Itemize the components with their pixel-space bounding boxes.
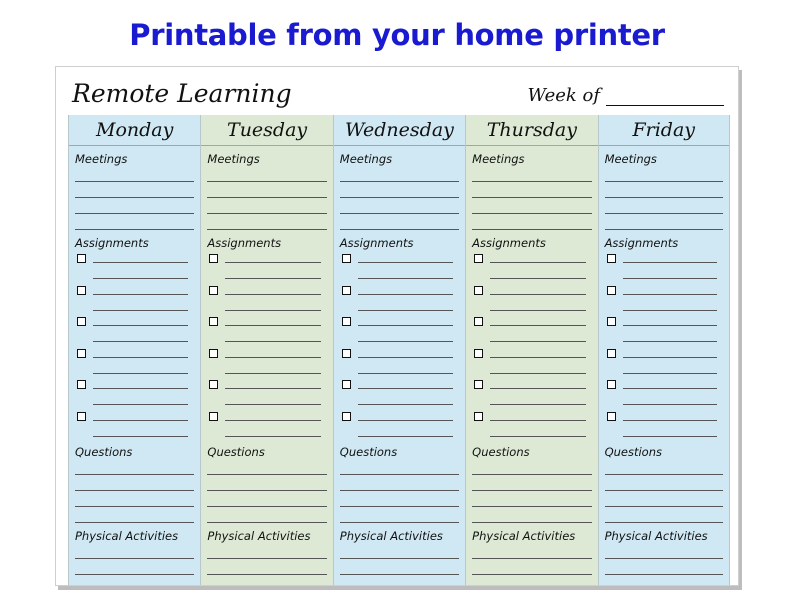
writing-line[interactable] xyxy=(340,559,459,575)
writing-line[interactable] xyxy=(623,325,717,326)
writing-line[interactable] xyxy=(93,388,188,389)
writing-line[interactable] xyxy=(358,262,453,263)
checkbox-icon[interactable] xyxy=(342,286,351,295)
assignment-item xyxy=(605,408,723,440)
writing-line[interactable] xyxy=(623,294,717,295)
writing-line[interactable] xyxy=(490,373,585,374)
writing-line[interactable] xyxy=(207,559,326,575)
checkbox-icon[interactable] xyxy=(342,412,351,421)
writing-line[interactable] xyxy=(623,420,717,421)
questions-label: Questions xyxy=(472,445,530,459)
checkbox-icon[interactable] xyxy=(209,317,218,326)
checkbox-icon[interactable] xyxy=(607,286,616,295)
assignment-item xyxy=(605,345,723,377)
planner-sheet xyxy=(55,66,739,586)
writing-line[interactable] xyxy=(93,278,188,279)
writing-line[interactable] xyxy=(75,214,194,230)
writing-line[interactable] xyxy=(623,388,717,389)
checkbox-icon[interactable] xyxy=(77,380,86,389)
checkbox-icon[interactable] xyxy=(342,380,351,389)
assignment-item xyxy=(340,376,459,408)
writing-line[interactable] xyxy=(472,166,591,182)
writing-line[interactable] xyxy=(490,436,585,437)
writing-line[interactable] xyxy=(207,543,326,559)
writing-line[interactable] xyxy=(605,214,723,230)
physical-label: Physical Activities xyxy=(75,529,179,543)
writing-line[interactable] xyxy=(340,543,459,559)
writing-line[interactable] xyxy=(623,310,717,311)
writing-line[interactable] xyxy=(75,166,194,182)
writing-line[interactable] xyxy=(490,294,585,295)
assignments-section xyxy=(599,236,729,439)
writing-line[interactable] xyxy=(472,559,591,575)
writing-line[interactable] xyxy=(75,575,194,586)
checkbox-icon[interactable] xyxy=(474,317,483,326)
writing-line[interactable] xyxy=(340,166,459,182)
writing-line[interactable] xyxy=(225,420,320,421)
physical-section xyxy=(201,529,332,586)
assignments-section xyxy=(201,236,332,439)
day-columns xyxy=(68,115,730,586)
writing-line[interactable] xyxy=(93,341,188,342)
checkbox-icon[interactable] xyxy=(77,317,86,326)
writing-line[interactable] xyxy=(358,388,453,389)
writing-line[interactable] xyxy=(472,491,591,507)
writing-line[interactable] xyxy=(605,475,723,491)
day-column-thursday xyxy=(465,115,597,586)
writing-line[interactable] xyxy=(623,404,717,405)
meetings-section xyxy=(599,152,729,230)
assignment-item xyxy=(472,282,591,314)
assignment-item xyxy=(207,282,326,314)
writing-line[interactable] xyxy=(225,310,320,311)
checkbox-icon[interactable] xyxy=(607,412,616,421)
checkbox-icon[interactable] xyxy=(474,380,483,389)
writing-line[interactable] xyxy=(225,388,320,389)
writing-line[interactable] xyxy=(93,404,188,405)
questions-section xyxy=(466,445,597,523)
week-of-blank xyxy=(606,89,724,106)
writing-line[interactable] xyxy=(340,198,459,214)
assignments-section xyxy=(334,236,465,439)
questions-section xyxy=(599,445,729,523)
assignment-item xyxy=(207,313,326,345)
writing-line[interactable] xyxy=(605,198,723,214)
writing-line[interactable] xyxy=(93,357,188,358)
writing-line[interactable] xyxy=(472,507,591,523)
writing-line[interactable] xyxy=(472,459,591,475)
writing-line[interactable] xyxy=(93,373,188,374)
day-heading: Thursday xyxy=(466,115,597,146)
writing-line[interactable] xyxy=(207,166,326,182)
writing-line[interactable] xyxy=(340,475,459,491)
writing-line[interactable] xyxy=(490,341,585,342)
writing-line[interactable] xyxy=(623,357,717,358)
writing-line[interactable] xyxy=(207,214,326,230)
assignment-item xyxy=(340,408,459,440)
writing-line[interactable] xyxy=(340,182,459,198)
checkbox-icon[interactable] xyxy=(77,254,86,263)
writing-line[interactable] xyxy=(358,357,453,358)
writing-line[interactable] xyxy=(605,543,723,559)
physical-label: Physical Activities xyxy=(207,529,311,543)
writing-line[interactable] xyxy=(490,388,585,389)
checkbox-icon[interactable] xyxy=(77,349,86,358)
writing-line[interactable] xyxy=(605,507,723,523)
assignment-item xyxy=(340,345,459,377)
writing-line[interactable] xyxy=(605,575,723,586)
questions-label: Questions xyxy=(604,445,662,459)
writing-line[interactable] xyxy=(207,182,326,198)
checkbox-icon[interactable] xyxy=(607,349,616,358)
writing-line[interactable] xyxy=(490,357,585,358)
writing-line[interactable] xyxy=(225,262,320,263)
assignment-item xyxy=(75,408,194,440)
writing-line[interactable] xyxy=(75,507,194,523)
writing-line[interactable] xyxy=(490,278,585,279)
assignment-item xyxy=(340,313,459,345)
day-heading: Tuesday xyxy=(201,115,332,146)
assignment-item xyxy=(472,313,591,345)
physical-section xyxy=(334,529,465,586)
writing-line[interactable] xyxy=(93,294,188,295)
writing-line[interactable] xyxy=(472,575,591,586)
assignment-item xyxy=(75,250,194,282)
meetings-section xyxy=(201,152,332,230)
writing-line[interactable] xyxy=(207,575,326,586)
writing-line[interactable] xyxy=(207,507,326,523)
meetings-label: Meetings xyxy=(339,152,393,166)
writing-line[interactable] xyxy=(623,278,717,279)
week-of-label: Week of xyxy=(527,85,600,106)
assignment-item xyxy=(472,250,591,282)
writing-line[interactable] xyxy=(225,294,320,295)
writing-line[interactable] xyxy=(490,404,585,405)
writing-line[interactable] xyxy=(75,559,194,575)
writing-line[interactable] xyxy=(472,182,591,198)
writing-line[interactable] xyxy=(605,491,723,507)
day-column-tuesday xyxy=(200,115,332,586)
physical-label: Physical Activities xyxy=(604,529,708,543)
writing-line[interactable] xyxy=(75,459,194,475)
meetings-section xyxy=(466,152,597,230)
writing-line[interactable] xyxy=(225,373,320,374)
writing-line[interactable] xyxy=(340,459,459,475)
assignment-item xyxy=(605,376,723,408)
writing-line[interactable] xyxy=(623,262,717,263)
writing-line[interactable] xyxy=(623,436,717,437)
assignment-item xyxy=(207,250,326,282)
writing-line[interactable] xyxy=(93,436,188,437)
questions-label: Questions xyxy=(75,445,133,459)
meetings-label: Meetings xyxy=(75,152,128,166)
checkbox-icon[interactable] xyxy=(342,254,351,263)
checkbox-icon[interactable] xyxy=(342,317,351,326)
physical-section xyxy=(466,529,597,586)
physical-label: Physical Activities xyxy=(472,529,576,543)
writing-line[interactable] xyxy=(75,543,194,559)
writing-line[interactable] xyxy=(358,420,453,421)
assignments-label: Assignments xyxy=(604,236,679,250)
day-column-monday xyxy=(68,115,200,586)
assignments-label: Assignments xyxy=(75,236,149,250)
writing-line[interactable] xyxy=(225,436,320,437)
questions-section xyxy=(201,445,332,523)
meetings-section xyxy=(69,152,200,230)
writing-line[interactable] xyxy=(490,325,585,326)
writing-line[interactable] xyxy=(225,325,320,326)
checkbox-icon[interactable] xyxy=(474,349,483,358)
assignment-item xyxy=(75,282,194,314)
checkbox-icon[interactable] xyxy=(209,286,218,295)
day-column-wednesday xyxy=(333,115,465,586)
day-heading: Monday xyxy=(69,115,200,146)
assignment-item xyxy=(472,345,591,377)
assignments-section xyxy=(69,236,200,439)
writing-line[interactable] xyxy=(340,491,459,507)
banner-heading: Printable from your home printer xyxy=(129,18,665,52)
assignments-label: Assignments xyxy=(339,236,414,250)
assignment-item xyxy=(472,408,591,440)
physical-label: Physical Activities xyxy=(339,529,443,543)
assignment-item xyxy=(75,376,194,408)
assignment-item xyxy=(207,408,326,440)
writing-line[interactable] xyxy=(93,262,188,263)
checkbox-icon[interactable] xyxy=(77,412,86,421)
questions-section xyxy=(334,445,465,523)
assignment-item xyxy=(340,282,459,314)
writing-line[interactable] xyxy=(75,198,194,214)
writing-line[interactable] xyxy=(225,357,320,358)
questions-label: Questions xyxy=(339,445,398,459)
assignment-item xyxy=(605,250,723,282)
writing-line[interactable] xyxy=(358,404,453,405)
assignment-item xyxy=(207,376,326,408)
writing-line[interactable] xyxy=(75,491,194,507)
writing-line[interactable] xyxy=(605,182,723,198)
day-column-friday xyxy=(598,115,730,586)
writing-line[interactable] xyxy=(472,214,591,230)
writing-line[interactable] xyxy=(490,310,585,311)
writing-line[interactable] xyxy=(93,420,188,421)
checkbox-icon[interactable] xyxy=(209,412,218,421)
assignment-item xyxy=(75,345,194,377)
assignment-item xyxy=(605,282,723,314)
questions-section xyxy=(69,445,200,523)
assignments-label: Assignments xyxy=(207,236,282,250)
meetings-label: Meetings xyxy=(604,152,657,166)
writing-line[interactable] xyxy=(340,575,459,586)
day-heading: Friday xyxy=(599,115,729,146)
meetings-section xyxy=(334,152,465,230)
writing-line[interactable] xyxy=(93,325,188,326)
writing-line[interactable] xyxy=(623,373,717,374)
checkbox-icon[interactable] xyxy=(607,380,616,389)
checkbox-icon[interactable] xyxy=(474,254,483,263)
writing-line[interactable] xyxy=(207,491,326,507)
assignment-item xyxy=(340,250,459,282)
writing-line[interactable] xyxy=(623,341,717,342)
day-heading: Wednesday xyxy=(334,115,465,146)
assignment-item xyxy=(207,345,326,377)
writing-line[interactable] xyxy=(472,198,591,214)
assignments-label: Assignments xyxy=(472,236,546,250)
assignment-item xyxy=(605,313,723,345)
writing-line[interactable] xyxy=(605,559,723,575)
writing-line[interactable] xyxy=(93,310,188,311)
writing-line[interactable] xyxy=(207,459,326,475)
writing-line[interactable] xyxy=(358,294,453,295)
writing-line[interactable] xyxy=(490,262,585,263)
writing-line[interactable] xyxy=(225,341,320,342)
physical-section xyxy=(599,529,729,586)
checkbox-icon[interactable] xyxy=(209,380,218,389)
writing-line[interactable] xyxy=(605,459,723,475)
writing-line[interactable] xyxy=(358,373,453,374)
writing-line[interactable] xyxy=(75,182,194,198)
checkbox-icon[interactable] xyxy=(474,286,483,295)
writing-line[interactable] xyxy=(358,325,453,326)
writing-line[interactable] xyxy=(340,214,459,230)
assignment-item xyxy=(75,313,194,345)
checkbox-icon[interactable] xyxy=(209,254,218,263)
writing-line[interactable] xyxy=(358,436,453,437)
writing-line[interactable] xyxy=(207,198,326,214)
assignment-item xyxy=(472,376,591,408)
writing-line[interactable] xyxy=(207,475,326,491)
checkbox-icon[interactable] xyxy=(607,254,616,263)
checkbox-icon[interactable] xyxy=(342,349,351,358)
checkbox-icon[interactable] xyxy=(607,317,616,326)
questions-label: Questions xyxy=(207,445,265,459)
checkbox-icon[interactable] xyxy=(77,286,86,295)
physical-section xyxy=(69,529,200,586)
writing-line[interactable] xyxy=(358,310,453,311)
meetings-label: Meetings xyxy=(472,152,525,166)
writing-line[interactable] xyxy=(605,166,723,182)
writing-line[interactable] xyxy=(472,475,591,491)
writing-line[interactable] xyxy=(358,341,453,342)
meetings-label: Meetings xyxy=(207,152,260,166)
writing-line[interactable] xyxy=(225,278,320,279)
assignments-section xyxy=(466,236,597,439)
planner-title: Remote Learning xyxy=(72,79,292,108)
week-of-field xyxy=(528,85,724,106)
writing-line[interactable] xyxy=(225,404,320,405)
checkbox-icon[interactable] xyxy=(474,412,483,421)
writing-line[interactable] xyxy=(340,507,459,523)
writing-line[interactable] xyxy=(75,475,194,491)
writing-line[interactable] xyxy=(472,543,591,559)
writing-line[interactable] xyxy=(358,278,453,279)
writing-line[interactable] xyxy=(490,420,585,421)
checkbox-icon[interactable] xyxy=(209,349,218,358)
